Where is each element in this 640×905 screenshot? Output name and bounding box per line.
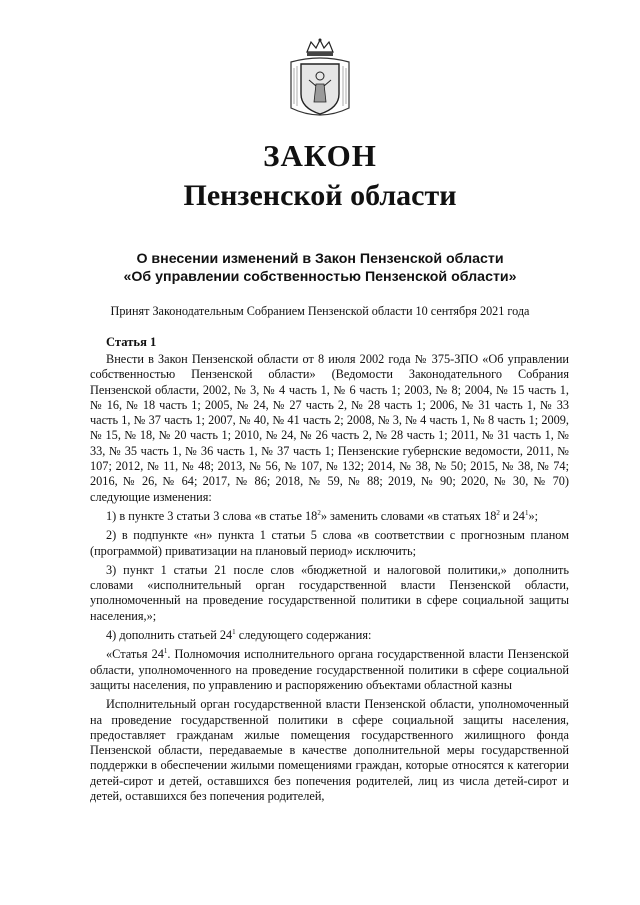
- law-heading: [60, 250, 580, 286]
- document-title: ЗАКОН: [263, 138, 377, 173]
- item-4-paragraph: 4) дополнить статьей $24^1$ следующего содержания:: [106, 627, 372, 643]
- item-3-paragraph: 3) пункт 1 статьи 21 после слов «бюджетной и налоговой политики,» дополнить словами «исполнительный орган государственной власти Пензенской области, уполномоченный на проведение государственной политики в сфере социальной защиты населения,»;: [90, 562, 569, 623]
- item-2-paragraph: 2) в подпункте «н» пункта 1 статьи 5 слова «в соответствии с прогнозным планом (программой) приватизации на плановый период» исключить;: [90, 528, 569, 558]
- item-1-paragraph: 1) в пункте 3 статьи 3 слова «в статье $18^2$» заменить словами «в статьях $18^2$ и $24^1$»;: [106, 508, 539, 523]
- adoption-statement: Принят Законодательным Собранием Пензенской области 10 сентября 2021 года: [110, 304, 530, 318]
- intro-paragraph: Внести в Закон Пензенской области от 8 июля 2002 года № 375-ЗПО «Об управлении собственностью Пензенской области» (Ведомости Законодательного Собрания Пензенской области, 2002, № 3, № 4 часть 1, № 6 часть 1; 2003, № 8; 2004, № 15 часть 1, № 16, № 18 часть 1; 2005, № 24, № 27 часть 2, № 28 часть 1; 2006, № 31 часть 1, № 33 часть 1, № 37 часть 1; 2007, № 40, № 41 часть 2; 2008, № 3, № 4 часть 1, № 8 часть 1; 2009, № 15, № 18, № 20 часть 1; 2010, № 24, № 26 часть 2, № 28 часть 1; 2011, № 31 часть 1, № 33, № 35 часть 1, № 36 часть 1, № 37 часть 1; Пензенские губернские ведомости, 2011, № 107; 2012, № 11, № 48; 2013, № 56, № 107, № 132; 2014, № 38, № 50; 2015, № 38, № 74; 2016, № 26, № 64; 2017, № 86; 2018, № 59, № 88; 2019, № 90; 2020, № 30, № 70) следующие изменения:: [90, 352, 569, 504]
- law-heading-line-2: «Об управлении собственностью Пензенской области»: [123, 269, 517, 285]
- penza-region-coat-of-arms-icon: [285, 38, 355, 123]
- law-heading-line-1: О внесении изменений в Закон Пензенской области: [136, 251, 504, 267]
- article-title: Статья 1: [106, 335, 157, 349]
- new-article-body-paragraph: Исполнительный орган государственной власти Пензенской области, уполномоченный на проведение государственной политики в сфере социальной защиты населения, предоставляет гражданам жилые помещения государственного жилищного фонда Пензенской области, передаваемые в качестве дополнительной меры государственной поддержки в обеспечении жилыми помещениями граждан, которые относятся к категории детей-сирот и детей, оставшихся без попечения родителей, лиц из числа детей-сирот и детей, оставшихся без попечения родителей,: [90, 697, 569, 804]
- document-body: [90, 352, 569, 804]
- new-article-heading-paragraph: «Статья $24^1$. Полномочия исполнительного органа государственной власти Пензенской области, уполномоченного на проведение государственной политики в сфере социальной защиты населения, по управлению и распоряжению объектами областной казны: [90, 647, 569, 692]
- document-subtitle: Пензенской области: [183, 179, 457, 212]
